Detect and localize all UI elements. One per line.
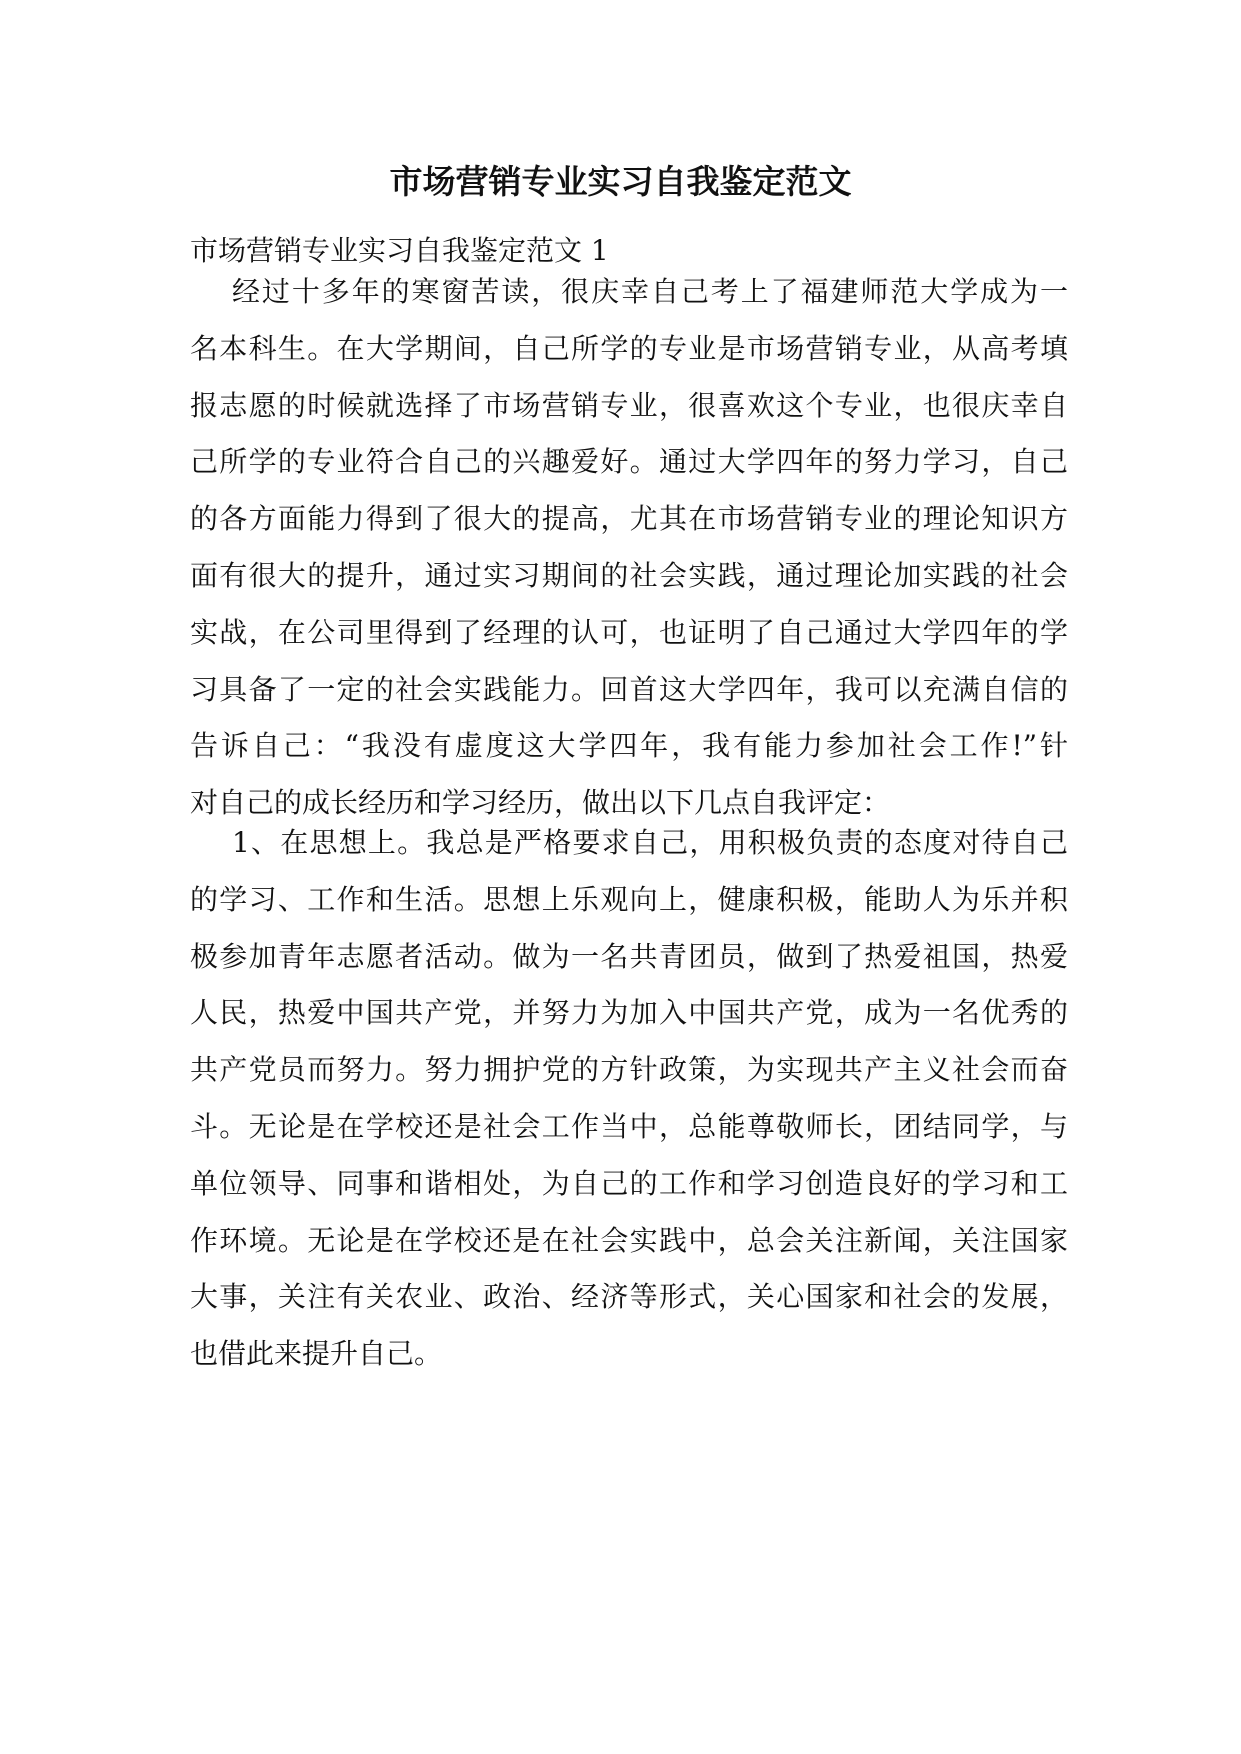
- text-line: 面有很大的提升，通过实习期间的社会实践，通过理论加实践的社会: [190, 559, 1068, 592]
- text-line: 对自己的成长经历和学习经历，做出以下几点自我评定：: [190, 786, 891, 820]
- text-line: 也借此来提升自己。: [190, 1337, 443, 1371]
- text-line: 的各方面能力得到了很大的提高，尤其在市场营销专业的理论知识方: [190, 502, 1068, 536]
- text-line: 人民，热爱中国共产党，并努力为加入中国共产党，成为一名优秀的: [190, 996, 1068, 1030]
- text-line: 经过十多年的寒窗苦读，很庆幸自己考上了福建师范大学成为一: [232, 275, 1068, 308]
- text-line: 告诉自己：“我没有虚度这大学四年，我有能力参加社会工作!”针: [190, 729, 1068, 763]
- text-line: 单位领导、同事和谐相处，为自己的工作和学习创造良好的学习和工: [190, 1166, 1068, 1200]
- text-line: 的学习、工作和生活。思想上乐观向上，健康积极，能助人为乐并积: [190, 882, 1068, 916]
- text-line: 名本科生。在大学期间，自己所学的专业是市场营销专业，从高考填: [190, 331, 1068, 365]
- text-line: 1、在思想上。我总是严格要求自己，用积极负责的态度对待自己: [232, 826, 1068, 859]
- text-line: 己所学的专业符合自己的兴趣爱好。通过大学四年的努力学习，自己: [190, 445, 1068, 479]
- text-line: 习具备了一定的社会实践能力。回首这大学四年，我可以充满自信的: [190, 672, 1068, 706]
- text-line: 极参加青年志愿者活动。做为一名共青团员，做到了热爱祖国，热爱: [190, 939, 1068, 973]
- document-title: 市场营销专业实习自我鉴定范文: [389, 162, 852, 201]
- text-line: 共产党员而努力。努力拥护党的方针政策，为实现共产主义社会而奋: [190, 1053, 1068, 1087]
- document-subtitle: 市场营销专业实习自我鉴定范文 1: [190, 234, 609, 267]
- text-line: 作环境。无论是在学校还是在社会实践中，总会关注新闻，关注国家: [190, 1223, 1068, 1257]
- text-line: 实战，在公司里得到了经理的认可，也证明了自己通过大学四年的学: [190, 615, 1068, 649]
- text-line: 报志愿的时候就选择了市场营销专业，很喜欢这个专业，也很庆幸自: [190, 388, 1068, 422]
- text-line: 斗。无论是在学校还是社会工作当中，总能尊敬师长，团结同学，与: [190, 1110, 1068, 1143]
- text-line: 大事，关注有关农业、政治、经济等形式，关心国家和社会的发展，: [190, 1280, 1068, 1314]
